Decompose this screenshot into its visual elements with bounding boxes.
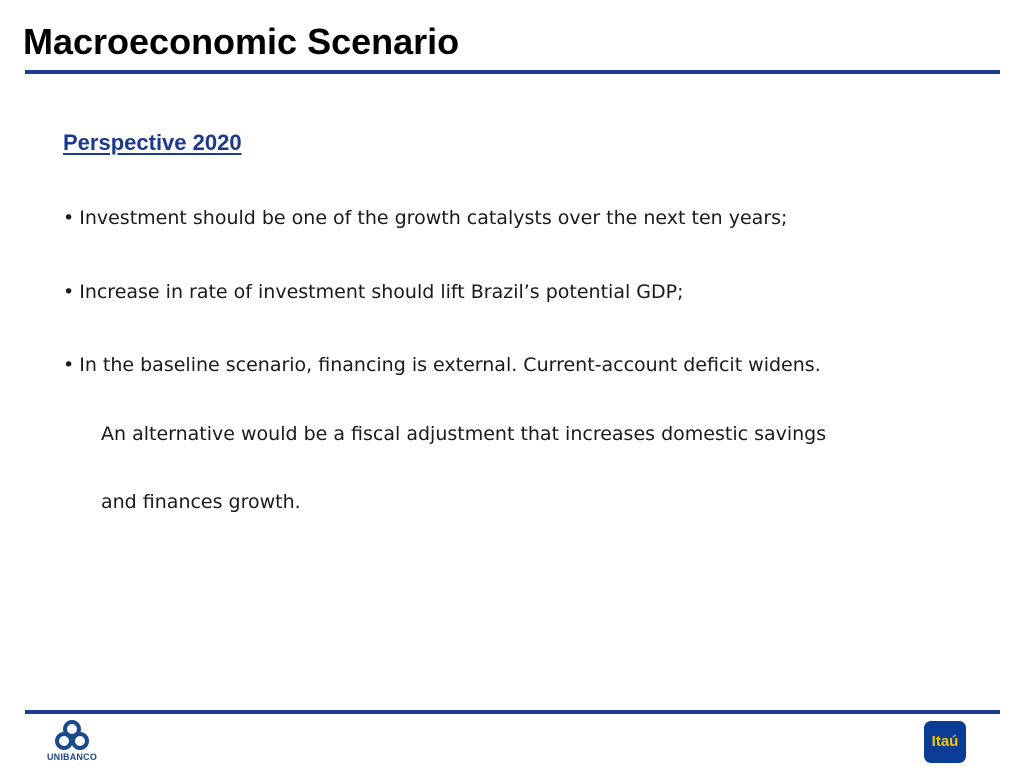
bullet-marker: • xyxy=(63,281,75,303)
unibanco-logo-mark xyxy=(57,722,87,748)
footer-divider xyxy=(25,710,1000,714)
bullet-text: Investment should be one of the growth catalysts over the next ten years; xyxy=(79,207,788,229)
bullet-continuation-line: and finances growth. xyxy=(101,491,301,513)
unibanco-logo-text: UNIBANCO xyxy=(46,752,98,762)
bullet-item-3 xyxy=(63,350,821,380)
bullet-marker: • xyxy=(63,354,75,376)
itau-logo xyxy=(924,721,966,763)
section-subtitle: Perspective 2020 xyxy=(63,130,242,155)
bullet-marker: • xyxy=(63,207,75,229)
bullet-item-1 xyxy=(63,203,787,233)
bullet-continuation-line: An alternative would be a fiscal adjustment that increases domestic savings xyxy=(101,423,827,445)
bullet-text: Increase in rate of investment should lift Brazil’s potential GDP; xyxy=(79,281,684,303)
bullet-item-2 xyxy=(63,277,684,307)
bullet-text: In the baseline scenario, financing is external. Current-account deficit widens. xyxy=(79,354,821,376)
itau-logo-text: Itaú xyxy=(931,733,959,750)
title-divider xyxy=(25,70,1000,74)
slide-title: Macroeconomic Scenario xyxy=(23,21,460,62)
